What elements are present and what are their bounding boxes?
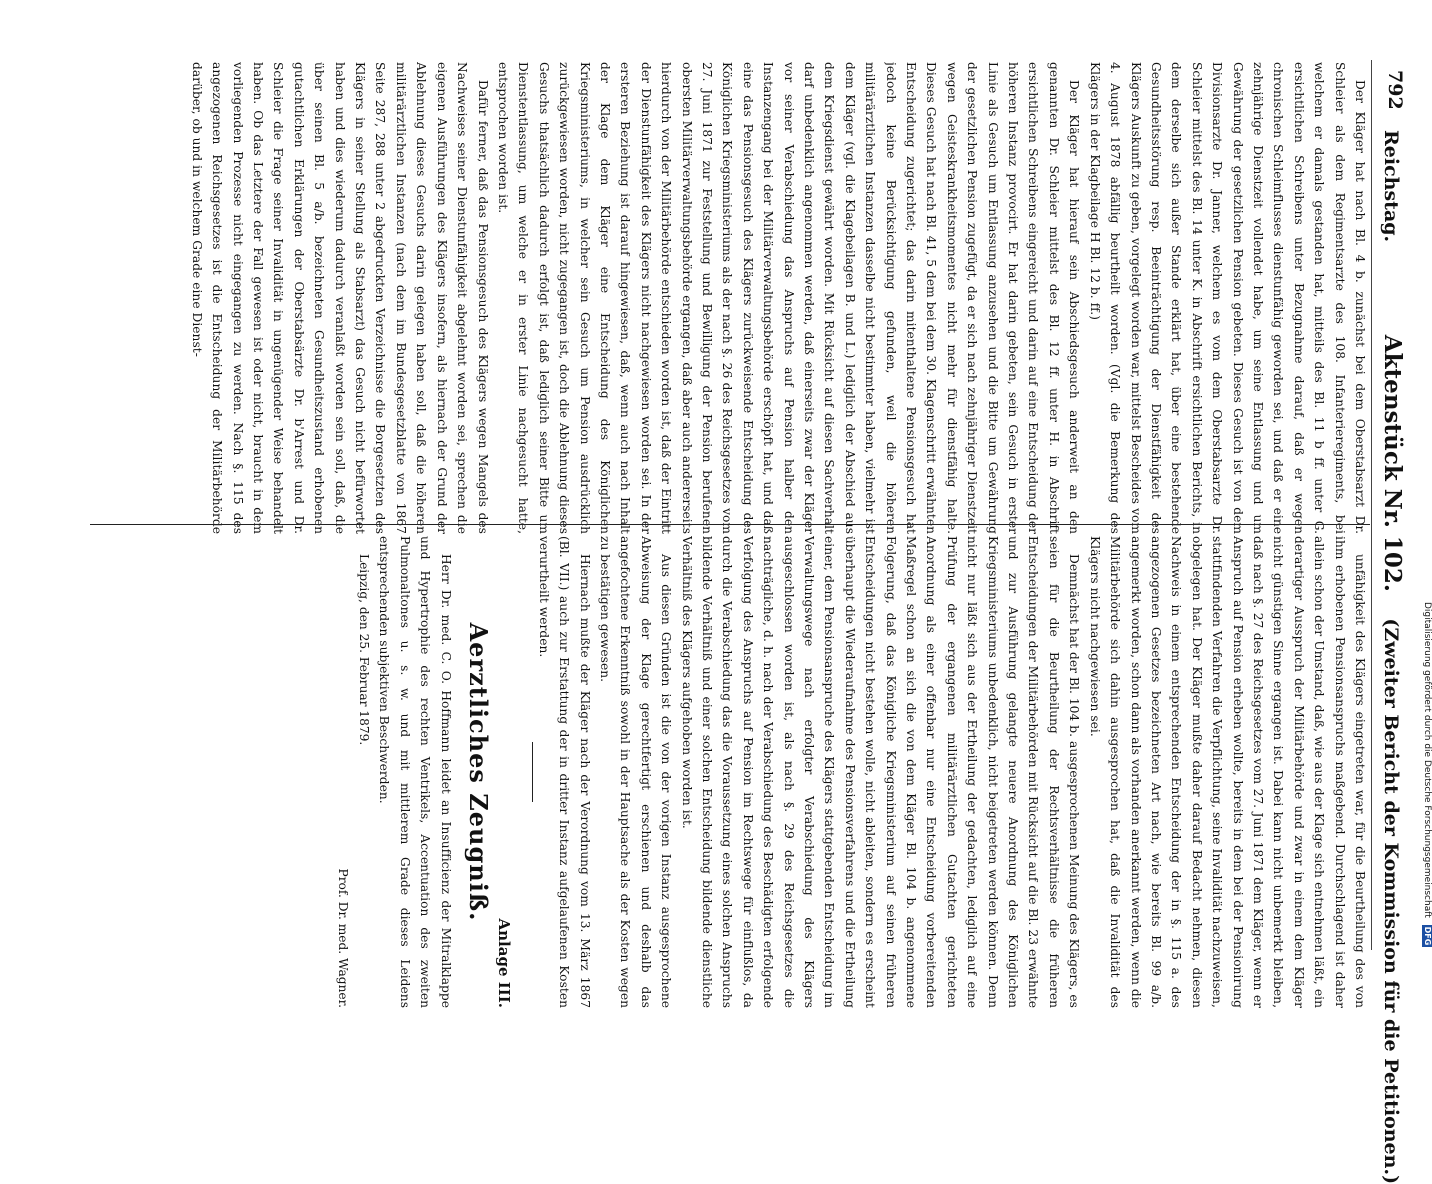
certificate-body: Herr Dr. med. C. O. Hoffmann leidet an Insufficienz der Mitralklappe und Hypertrophie des rechten Ventrikels, Accentuation des zweiten Pulmonaltones u. s. w. und mit mittlerem Grade dieses Leidens entsprechenden subjektiven Beschwerden. xyxy=(377,536,453,1008)
paragraph: Dafür ferner, daß das Pensionsgesuch des Klägers wegen Mangels des Nachweises seiner Dienstunfähigkeit abgelehnt worden sei, sprechen die eigenen Ausführungen des Klägers insofern, als hiernach der Grund der Ablehnung dieses Gesuchs darin gelegen haben soll, daß die höheren militärärztlichen Instanzen (nach dem im Bundesgesetzblatte von 1867 Seite 287, 288 unter 2 abgedruckten Verzeichnisse die Borgesetzten des Klägers in seiner Stellung als Stabsarzt) das Gesuch nicht befürwortet haben und dies wiederum dadurch veranlaßt worden sein soll, daß, die über seinen Bl. 5 a/b. bezeichneten Gesundheitszustand erhobenen gutachtlichen Erklärungen der Oberstabsärzte Dr. b'Arrest und Dr. Schleier die Frage seiner Invalidität in ungenügender Weise behandelt haben. Ob das Letztere der Fall gewesen ist oder nicht, braucht in dem vorliegenden Prozesse nicht eingegangen zu werden. Nach §. 115 des angezogenen Reichsgesetzes ist die Entscheidung der Militärbehörde darüber, ob und in welchem Grade eine Dienst- xyxy=(189,62,490,534)
page-header xyxy=(1370,70,1406,1184)
paragraph: Der Kläger hat hierauf sein Abschiedsgesuch anderweit an den genannten Dr. Schleier mittelst des Bl. 12 ff. unter H. in Abschrift ersichtlichen Schreibens eingereicht und darin auf eine Entscheidung der höheren Instanz provocirt. Er hat darin gebeten, sein Gesuch in erster Linie als Gesuch um Entlassung anzusehen und die Bitte um Gewährung der gesetzlichen Pension zugefügt, da er sich nach zehnjähriger Dienstzeit wegen Geisteskrankheitsmomentes nicht mehr für dienstfähig halte. Dieses Gesuch hat nach Bl. 41, 5 dem bei dem 30. Klagenschritt erwähnten Entscheidung zugerichtet; das darin mitenthaltene Pensionsgesuch hat jedoch keine Berücksichtigung gefunden, weil die höheren militärärztlichen Instanzen dasselbe nicht bestimmter haben, vielmehr ist dem Kläger (vgl. die Klagebeilagen B. und L.) lediglich der Abschied aus dem Kriegsdienst gewährt worden. Mit Rücksicht auf diesen Sachverhalt darf unbedenklich angenommen werden, daß einerseits zwar der Kläger vor seiner Verabschiedung das Anspruchs auf Pension halber den Instanzengang bei der Militärverwaltungsbehörde erschöpft hat, und daß eine das Pensionsgesuch des Klägers zurückweisende Entscheidung des Königlichen Kriegsministeriums als der nach §. 26 des Reichsgesetzes vom 27. Juni 1871 zur Feststellung und Bewilligung der Pension berufenen obersten Militärverwaltungsbehörde ergangen, daß aber auch andererseits hierdurch von der Militärbehörde entschieden worden ist, daß der Eintritt der Dienstunfähigkeit des Klägers nicht nachgewiesen worden sei. In der ersteren Beziehung ist darauf hingewiesen, daß, wenn auch nach Inhalt der Klage dem Kläger eine Entscheidung des Königlichen Kriegsministeriums, in welcher sein Gesuch um Pension ausdrücklich zurückgewiesen worden, nicht zugegangen ist, doch die Ablehnung dieses Gesuchs thatsächlich dadurch erfolgt ist, daß lediglich seiner Bitte um Dienstentlassung, um welche er in erster Linie nachgesucht hatte, entsprochen worden ist. xyxy=(495,62,1082,534)
paragraph: Der Kläger hat nach Bl. 4 b. zunächst bei dem Oberstabsarzt Dr. Schleier als dem Regimentsarzte des 108. Infanterieregiments, bei welchem er damals gestanden hat, mitteils des Bl. 11 b ff. unter G. ersichtlichen Schreibens unter Bezugnahme darauf, daß er wegen chronischen Schleimflusses dienstunfähig geworden sei, und daß er eine zehnjährige Dienstzeit vollendet habe, um seine Entlassung und um Gewährung der gesetzlichen Pension gebeten. Dieses Gesuch ist von dem Divisionsarzte Dr. Janner, welchem es vom dem Oberstabsarzte Dr. Schleier mittelst des Bl. 14 unter K. in Abschrift ersichtlichen Berichts, in dem derselbe sich außer Stande erklärt hat, über eine bestehende Gesundheitsstörung resp. Beeinträchtigung der Dienstfähigkeit des Klägers Auskunft zu geben, vorgelegt worden war, mittelst Bescheides vom 4. August 1878 abfällig beurtheilt worden. (Vgl. die Bemerkung des Klägers in der Klagbeilage H Bl. 12 b. ff.) xyxy=(1087,62,1367,534)
header-doc-title: Aktenstück Nr. 102. xyxy=(1379,334,1406,592)
left-column xyxy=(90,62,1370,534)
paragraph: Demnächst hat der Bl. 104 b. ausgesprochenen Meinung des Klägers, es seien für die Beurtheilung der Rechtsverhältnisse die früheren Entscheidungen der Militärbehörden mit Rücksicht auf die Bl. 23 erwähnte und zur Ausführung gelangte neuere Anordnung des Königlichen Kriegsministeriums unbedenklich, nicht beigetreten werden können. Denn nicht nur läßt sich aus der Ertheilung der gedachten, lediglich auf eine Prüfung der ergangenen militärärztlichen Gutachten gerichteten Anordnung als einer offenbar nur eine Entscheidung vorbereitenden Maßregel schon an sich die von dem Kläger Bl. 104 b. angenommene Folgerung, daß das Königliche Kriegsministerium auf seinen früheren Entscheidungen nicht bestehen wolle, nicht ableiten, sondern es erscheint überhaupt die Wiederaufnahme des Pensionsverfahrens und die Ertheilung einer, dem Pensionsanspruche des Klägers stattgebenden Entscheidung im Verwaltungswege nach erfolgter Verabschiedung des Klägers ausgeschlossen worden ist, als nach §. 29 des Reichsgesetzes die nachträgliche, d. h. nach der Verabschiedung des Beschädigten erfolgende Verfolgung des Anspruchs auf Pension im Rechtswege für einflußlos, da durch die Verabschiedung das die Voraussetzung eines solchen Anspruchs bildende Verhältniß und einer solchen Entscheidung bildende dienstliche Verhältniß des Klägers aufgehoben worden ist. xyxy=(679,536,1082,1008)
place-date: Leipzig, den 25. Februar 1879. xyxy=(356,554,371,746)
page-number: 792 xyxy=(1384,70,1406,110)
certificate-title: Aerztliches Zeugniß. xyxy=(463,622,493,922)
paragraph: Aus diesen Gründen ist die von der vorigen Instanz ausgesprochene Abweisung der Klage gerechtfertigt erschienen und deshalb das angefochtene Erkenntniß sowohl in der Hauptsache als der Kosten wegen zu bestätigen gewesen. xyxy=(597,536,674,1008)
column-divider xyxy=(90,524,1370,525)
header-rule xyxy=(1371,60,1372,950)
digitization-credit xyxy=(1421,602,1432,997)
credit-text: Digitalisierung gefördert durch die Deutsche Forschungsgemeinschaft xyxy=(1422,602,1432,918)
right-column xyxy=(90,536,1370,1008)
header-source: Reichstag. xyxy=(1380,130,1402,243)
paragraph: Hiernach mußte der Kläger nach der Verordnung vom 13. März 1867 (Bl. VII.) auch zur Erstattung der in dritter Instanz aufgelaufenen Kosten verurtheilt werden. xyxy=(536,536,592,1008)
annex-label: Anlage III. xyxy=(495,918,514,1008)
paragraph: unfähigkeit des Klägers eingetreten war, für die Beurtheilung des von ihm erhobenen Pensionsanspruchs maßgebend. Durchschlagend ist daher allein schon der Umstand, daß, wie aus der Klage sich entnehmen läßt, ein derartiger Ausspruch der Militärbehörde und zwar in einem dem Kläger nicht günstigen Sinne ergangen ist. Dabei kann nicht unbemerkt bleiben, daß nach §. 27 des Reichsgesetzes vom 27. Juni 1871 dem Kläger, wenn er Anspruch auf Pension erheben wollte, bereits in dem bei der Pensionirung stattfindenden Verfahren die Verpflichtung, seine Invalidität nachzuweisen, obgelegen hat. Der Kläger mußte daher darauf Bedacht nehmen, diesen Nachweis in einem entsprechenden Entscheidung der in §. 115 a. des angezogenen Gesetzes bezeichneten Art nach, wie bereits Bl. 99 a/b. angemerkt worden, schon dann als vorhanden anerkannt werden, wenn die Militärbehörde sich dahin ausgesprochen hat, daß die Invalidität des Klägers nicht nachgewiesen sei. xyxy=(1087,536,1367,1008)
digitization-credit-strip xyxy=(1421,0,1432,1000)
dfg-logo-icon: DFG xyxy=(1423,926,1432,946)
section-rule xyxy=(532,742,533,802)
signature: Prof. Dr. med. Wagner. xyxy=(336,868,351,1008)
header-line xyxy=(1379,130,1406,1184)
header-subtitle: (Zweiter Bericht der Kommission für die Petitionen.) xyxy=(1380,618,1402,1184)
